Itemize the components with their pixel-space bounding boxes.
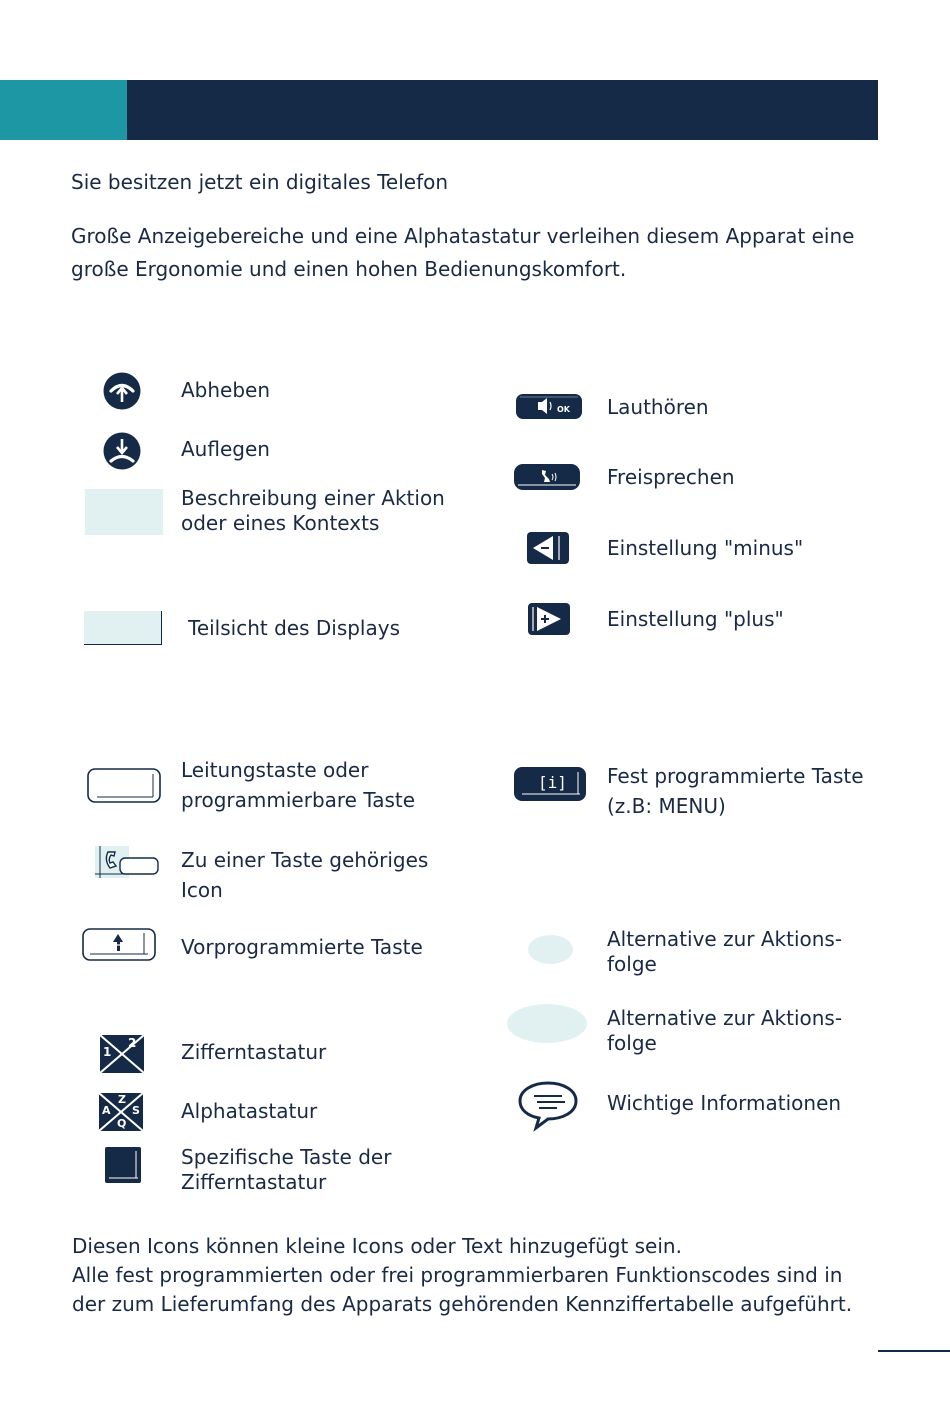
label-alt2-2: folge [607, 1031, 657, 1055]
alternative-large-oval-icon [507, 1004, 587, 1043]
action-box-icon [85, 489, 163, 535]
plus-key-icon [528, 603, 570, 635]
header-accent [0, 80, 127, 140]
label-fest-1: Fest programmierte Taste [607, 764, 864, 788]
header-bar [0, 80, 878, 140]
footer-line-3: der zum Lieferumfang des Apparats gehörenden Kennziffertabelle aufgeführt. [72, 1292, 853, 1316]
label-minus: Einstellung "minus" [607, 536, 804, 560]
intro-line-2: Große Anzeigebereiche und eine Alphatastatur verleihen diesem Apparat eine [71, 224, 855, 248]
label-leitung-1: Leitungstaste oder [181, 758, 369, 782]
alpha-keypad-icon [99, 1093, 143, 1131]
ok-glyph: OK [557, 405, 570, 414]
info-key-glyph: [i] [538, 773, 567, 792]
speaker-ok-key-icon [516, 394, 582, 419]
label-icon-1: Zu einer Taste gehöriges [181, 848, 429, 872]
alpha-z-glyph: Z [118, 1093, 126, 1106]
line-key-icon [87, 768, 161, 804]
label-ziffern: Zifferntastatur [181, 1040, 327, 1064]
alternative-small-oval-icon [528, 935, 573, 964]
label-leitung-2: programmierbare Taste [181, 788, 416, 812]
label-abheben: Abheben [181, 378, 271, 402]
alpha-a-glyph: A [102, 1104, 111, 1117]
label-lauthoeren: Lauthören [607, 395, 709, 419]
alpha-q-glyph: Q [117, 1117, 127, 1130]
numeric-keypad-icon [100, 1035, 144, 1073]
alpha-s-glyph: S [132, 1104, 140, 1117]
footer-line-2: Alle fest programmierten oder frei programmierbaren Funktionscodes sind in [72, 1263, 843, 1287]
handsfree-key-icon [514, 464, 580, 490]
on-hook-icon [103, 432, 141, 470]
label-icon-2: Icon [181, 878, 223, 902]
fixed-key-icon [514, 767, 586, 801]
label-display: Teilsicht des Displays [188, 616, 401, 640]
intro-line-3: große Ergonomie und einen hohen Bedienungskomfort. [71, 257, 627, 281]
minus-key-icon [527, 532, 569, 564]
digit-2-glyph: 2 [128, 1036, 137, 1050]
label-vorprog: Vorprogrammierte Taste [181, 935, 423, 959]
digit-1-glyph: 1 [103, 1045, 112, 1059]
label-aktion-2: oder eines Kontexts [181, 511, 380, 535]
key-associated-icon [94, 844, 160, 880]
preprogrammed-key-icon [82, 928, 156, 962]
page-rule [878, 1350, 950, 1352]
display-partial-icon [84, 611, 162, 645]
label-alt2-1: Alternative zur Aktions- [607, 1006, 843, 1030]
label-alt1-2: folge [607, 952, 657, 976]
label-aktion-1: Beschreibung einer Aktion [181, 486, 445, 510]
label-auflegen: Auflegen [181, 437, 270, 461]
speech-bubble-icon [517, 1080, 579, 1132]
label-spez-1: Spezifische Taste der [181, 1145, 392, 1169]
label-plus: Einstellung "plus" [607, 607, 784, 631]
label-alpha: Alphatastatur [181, 1099, 318, 1123]
label-alt1-1: Alternative zur Aktions- [607, 927, 843, 951]
specific-key-icon [105, 1147, 141, 1183]
footer-line-1: Diesen Icons können kleine Icons oder Text hinzugefügt sein. [72, 1234, 682, 1258]
label-fest-2: (z.B: MENU) [607, 794, 726, 818]
off-hook-icon [103, 372, 141, 410]
label-info: Wichtige Informationen [607, 1091, 842, 1115]
label-freisprechen: Freisprechen [607, 465, 735, 489]
label-spez-2: Zifferntastatur [181, 1170, 327, 1194]
intro-line-1: Sie besitzen jetzt ein digitales Telefon [71, 170, 449, 194]
